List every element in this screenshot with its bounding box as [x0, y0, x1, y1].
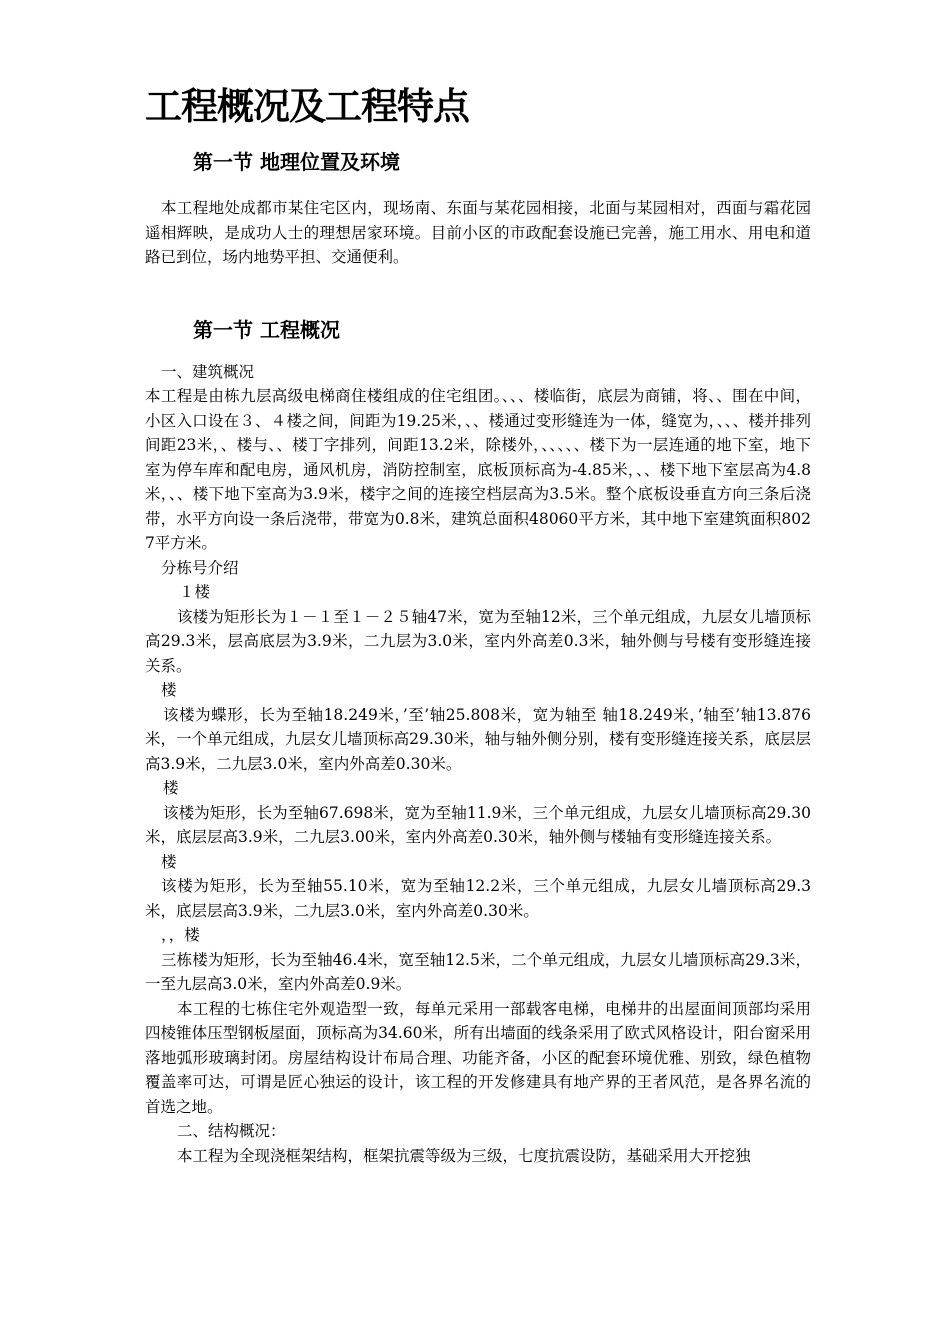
building-3-description: 该楼为矩形，长为至轴67.698米，宽为至轴11.9米，三个单元组成，九层女儿墙顶标高29.30米，底层层高3.9米，二九层3.00米，室内外高差0.30米，轴外侧与楼轴有变形缝连接关系。: [145, 803, 811, 846]
building-overview-paragraph: 本工程是由栋九层高级电梯商住楼组成的住宅组团。、、、楼临街，底层为商铺，将、、围在中间，小区入口设在３、４楼之间，间距为19.25米，、、楼通过变形缝连为一体，缝宽为，、、、楼并排列间距23米，、楼与、、楼丁字排列，间距13.2米，除楼外，、、、、、楼下为一层连通的地下室，地下室为停车库和配电房，通风机房，消防控制室，底板顶标高为-4.85米，、、楼下地下室层高为4.8米，、、楼下地下室高为3.9米，楼宇之间的连接空档层高为3.5米。整个底板设垂直方向三条后浇带，水平方向设一条后浇带，带宽为0.8米，建筑总面积48060平方米，其中地下室建筑面积8027平方米。: [145, 387, 811, 552]
per-building-label: 分栋号介绍: [161, 558, 239, 577]
building-5-name: ，，楼: [161, 926, 200, 944]
building-1-description: 该楼为矩形长为１－１至１－２５轴47米，宽为至轴12米，三个单元组成，九层女儿墙顶标高29.3米，层高底层为3.9米，二九层为3.0米，室内外高差0.3米，轴外侧与号楼有变形缝连接关系。: [145, 607, 811, 675]
location-paragraph: 本工程地处成都市某住宅区内，现场南、东面与某花园相接，北面与某园相对，西面与霜花园遥相辉映，是成功人士的理想居家环境。目前小区的市政配套设施已完善，施工用水、用电和道路已到位，场内地势平担、交通便利。: [145, 199, 811, 266]
building-4-name: 楼: [161, 852, 177, 871]
building-4-description: 该楼为矩形，长为至轴55.10米，宽为至轴12.2米，三个单元组成，九层女儿墙顶标高29.3米，底层层高3.9米，二九层3.0米，室内外高差0.30米。: [145, 877, 811, 920]
structure-overview-paragraph: 本工程为全现浇框架结构，框架抗震等级为三级，七度抗震设防，基础采用大开挖独: [177, 1146, 751, 1165]
section-heading-location: 第一节 地理位置及环境: [193, 150, 400, 174]
building-overview-label: 一、建筑概况: [161, 362, 255, 381]
building-2-name: 楼: [161, 681, 177, 699]
section-heading-overview: 第一节 工程概况: [193, 317, 340, 342]
building-3-name: 楼: [163, 779, 179, 797]
structure-overview-label: 二、结构概况：: [177, 1122, 286, 1140]
building-1-name: １楼: [179, 583, 211, 601]
building-2-description: 该楼为蝶形，长为至轴18.249米，’至’轴25.808米，宽为轴至 轴18.249米，’轴至’轴13.876米，一个单元组成，九层女儿墙顶标高29.30米，轴与轴外侧分别，楼有变形缝连接关系，底层层高3.9米，二九层3.0米，室内外高差0.30米。: [145, 705, 811, 773]
building-5-description: 三栋楼为矩形，长为至轴46.4米，宽至轴12.5米，二个单元组成，九层女儿墙顶标高29.3米，一至九层高3.0米，室内外高差0.9米。: [145, 950, 811, 993]
document-page: [145, 78, 811, 1168]
exterior-paragraph: 本工程的七栋住宅外观造型一致，每单元采用一部载客电梯，电梯井的出屋面间顶部均采用四棱锥体压型钢板屋面，顶标高为34.60米，所有出墙面的线条采用了欧式风格设计，阳台窗采用落地弧形玻璃封闭。房屋结构设计布局合理、功能齐备，小区的配套环境优雅、别致，绿色植物覆盖率可达，可谓是匠心独运的设计，该工程的开发修建具有地产界的王者风范，是各界名流的首选之地。: [145, 999, 811, 1116]
document-title: 工程概况及工程特点: [145, 84, 469, 128]
